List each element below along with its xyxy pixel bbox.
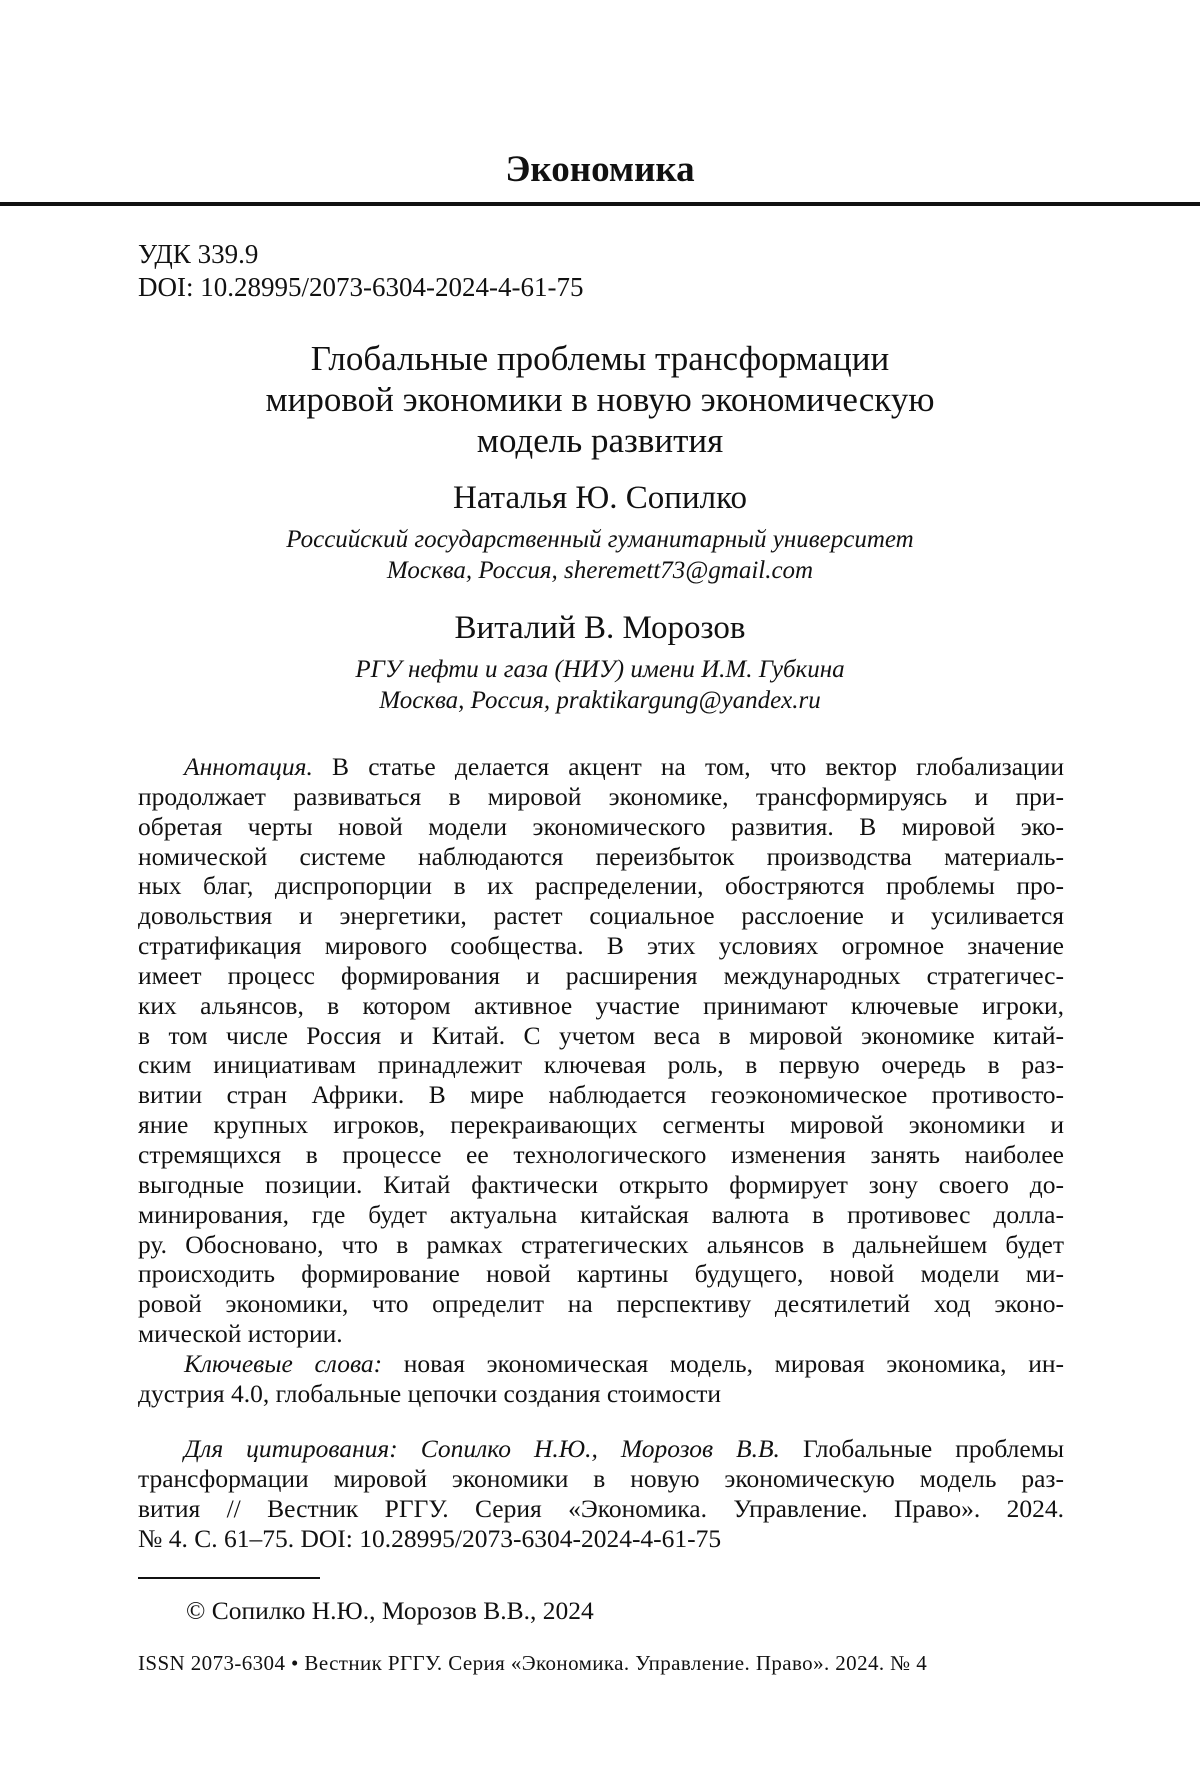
abstract-line: Аннотация. В статье делается акцент на том, что вектор глобализации xyxy=(138,752,1064,782)
abstract-label: Аннотация. xyxy=(184,752,313,781)
abstract-line: яние крупных игроков, перекраивающих сегменты мировой экономики и xyxy=(138,1110,1064,1140)
citation xyxy=(138,1434,1064,1553)
citation-line: трансформации мировой экономики в новую экономическую модель раз- xyxy=(138,1464,1064,1494)
abstract-line: стремящихся в процессе ее технологического изменения занять наиболее xyxy=(138,1140,1064,1170)
abstract-line: минирования, где будет актуальна китайская валюта в противовес долла- xyxy=(138,1200,1064,1230)
abstract-line: ких альянсов, в котором активное участие принимают ключевые игроки, xyxy=(138,991,1064,1021)
abstract-line: в том числе Россия и Китай. С учетом веса в мировой экономике китай- xyxy=(138,1021,1064,1051)
title-line: модель развития xyxy=(150,420,1050,461)
abstract-line: ных благ, диспропорции в их распределении, обостряются проблемы про- xyxy=(138,871,1064,901)
abstract-line: ровой экономики, что определит на перспективу десятилетий ход эконо- xyxy=(138,1289,1064,1319)
journal-footer: ISSN 2073-6304 • Вестник РГГУ. Серия «Экономика. Управление. Право». 2024. № 4 xyxy=(138,1650,927,1676)
udk-code: УДК 339.9 xyxy=(138,238,583,271)
section-heading: Экономика xyxy=(0,148,1200,192)
abstract-line: имеет процесс формирования и расширения международных стратегичес- xyxy=(138,961,1064,991)
keywords-line: Ключевые слова: новая экономическая модель, мировая экономика, ин- xyxy=(138,1349,1064,1379)
abstract xyxy=(138,752,1064,1409)
citation-line: Для цитирования: Сопилко Н.Ю., Морозов В.В. Глобальные проблемы xyxy=(138,1434,1064,1464)
abstract-line: номической системе наблюдаются переизбыток производства материаль- xyxy=(138,842,1064,872)
article-meta xyxy=(138,238,583,304)
author-location-2: Москва, Россия, praktikargung@yandex.ru xyxy=(0,685,1200,716)
abstract-line: обретая черты новой модели экономического развития. В мировой эко- xyxy=(138,812,1064,842)
abstract-line: ру. Обосновано, что в рамках стратегических альянсов в дальнейшем будет xyxy=(138,1230,1064,1260)
keywords-line: дустрия 4.0, глобальные цепочки создания стоимости xyxy=(138,1379,1064,1409)
author-name-2: Виталий В. Морозов xyxy=(0,608,1200,648)
author-affiliation-1: Российский государственный гуманитарный университет xyxy=(0,524,1200,555)
author-name-1: Наталья Ю. Сопилко xyxy=(0,478,1200,518)
title-line: Глобальные проблемы трансформации xyxy=(150,338,1050,379)
doi: DOI: 10.28995/2073-6304-2024-4-61-75 xyxy=(138,271,583,304)
keywords-label: Ключевые слова: xyxy=(184,1349,382,1378)
abstract-line: продолжает развиваться в мировой экономике, трансформируясь и при- xyxy=(138,782,1064,812)
abstract-line: мической истории. xyxy=(138,1319,1064,1349)
abstract-line: происходить формирование новой картины будущего, новой модели ми- xyxy=(138,1259,1064,1289)
citation-line: вития // Вестник РГГУ. Серия «Экономика. Управление. Право». 2024. xyxy=(138,1494,1064,1524)
citation-label: Для цитирования: Сопилко Н.Ю., Морозов В.В. xyxy=(184,1434,780,1463)
article-title xyxy=(150,338,1050,461)
abstract-line: стратификация мирового сообщества. В этих условиях огромное значение xyxy=(138,931,1064,961)
abstract-line: витии стран Африки. В мире наблюдается геоэкономическое противосто- xyxy=(138,1080,1064,1110)
author-affiliation-2: РГУ нефти и газа (НИУ) имени И.М. Губкина xyxy=(0,654,1200,685)
header-rule xyxy=(0,202,1200,206)
abstract-line: ским инициативам принадлежит ключевая роль, в первую очередь в раз- xyxy=(138,1050,1064,1080)
title-line: мировой экономики в новую экономическую xyxy=(150,379,1050,420)
footnote-rule xyxy=(138,1577,320,1579)
citation-line: № 4. С. 61–75. DOI: 10.28995/2073-6304-2024-4-61-75 xyxy=(138,1524,1064,1554)
copyright-notice: © Сопилко Н.Ю., Морозов В.В., 2024 xyxy=(186,1595,594,1627)
author-location-1: Москва, Россия, sheremett73@gmail.com xyxy=(0,555,1200,586)
abstract-line: довольствия и энергетики, растет социальное расслоение и усиливается xyxy=(138,901,1064,931)
abstract-line: выгодные позиции. Китай фактически открыто формирует зону своего до- xyxy=(138,1170,1064,1200)
